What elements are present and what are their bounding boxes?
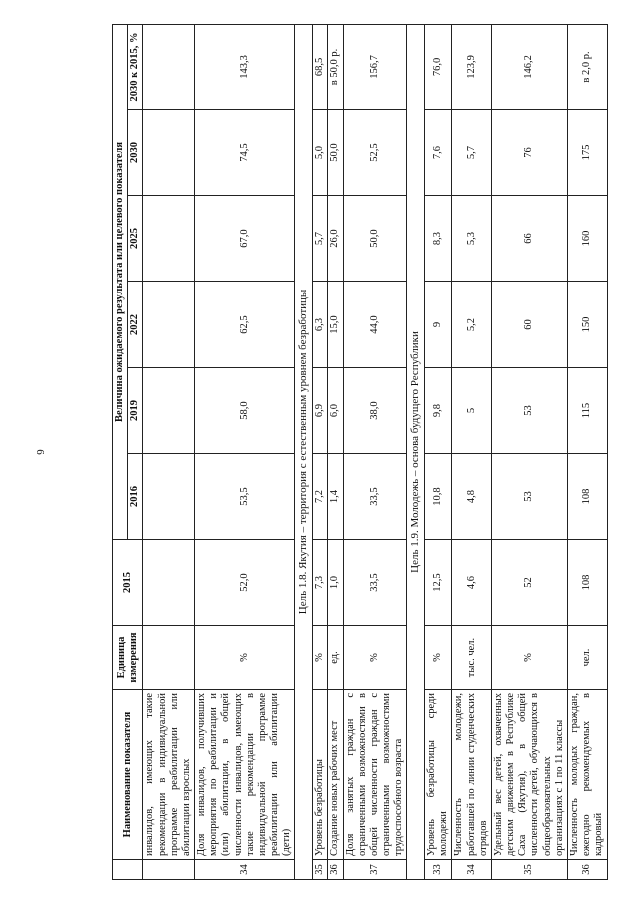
row-number: 34 [452,860,492,880]
header-year: 2016 [128,454,143,540]
value-cell: 6,9 [313,368,328,454]
value-cell [143,540,195,626]
value-cell: 5,7 [452,110,492,196]
row-number [143,860,195,880]
value-cell: 67,0 [195,196,295,282]
value-cell: 10,8 [425,454,452,540]
value-cell: 5,2 [452,282,492,368]
table-row [143,24,195,879]
value-cell: 156,7 [343,24,407,109]
value-cell [143,282,195,368]
page-number: 6 [34,449,46,455]
table-row [491,24,567,879]
value-cell: 74,5 [195,110,295,196]
table-body [143,24,607,879]
value-cell: 12,5 [425,540,452,626]
value-cell: 6,3 [313,282,328,368]
value-cell: 1,4 [328,454,343,540]
header-year: 2025 [128,196,143,282]
value-cell: 8,3 [425,196,452,282]
value-cell: 4,6 [452,540,492,626]
value-cell: 50,0 [328,110,343,196]
goal-title: Цель 1.8. Якутия – территория с естественным уровнем безработицы [295,24,313,879]
indicator-name: Создание новых рабочих мест [328,690,343,860]
row-number: 36 [568,860,608,880]
value-cell: 38,0 [343,368,407,454]
value-cell: 58,0 [195,368,295,454]
value-cell: 68,5 [313,24,328,109]
indicator-table [112,24,608,880]
table-row [452,24,492,879]
table-header [113,24,143,879]
goal-title: Цель 1.9. Молодежь – основа будущего Республики [407,24,425,879]
goal-row [295,24,313,879]
value-cell: 5,0 [313,110,328,196]
value-cell: 123,9 [452,24,492,109]
value-cell: 44,0 [343,282,407,368]
header-name: Наименование показателя [113,690,143,860]
value-cell: 53,5 [195,454,295,540]
value-cell: 143,3 [195,24,295,109]
header-base-year: 2015 [113,540,143,626]
value-cell: 108 [568,540,608,626]
indicator-name: Доля инвалидов, получивших мероприятия по реабилитации и (или) абилитации, в общей численности инвалидов, имеющих такие рекомендации в индивидуальной программе реабилитации или абилитации (дети) [195,690,295,860]
row-number: 37 [343,860,407,880]
goal-row [407,24,425,879]
unit-cell: % [343,626,407,690]
unit-cell: ед. [328,626,343,690]
unit-cell: тыс. чел. [452,626,492,690]
value-cell: 60 [491,282,567,368]
unit-cell [143,626,195,690]
value-cell: 1,0 [328,540,343,626]
header-num [113,860,143,880]
row-number: 34 [195,860,295,880]
value-cell: 5,3 [452,196,492,282]
value-cell: 52,0 [195,540,295,626]
indicator-name: Доля занятых граждан с ограниченными возможностями в общей численности граждан с ограниченными возможностями трудоспособного возраста [343,690,407,860]
table-row [343,24,407,879]
value-cell: 53 [491,454,567,540]
value-cell: 7,2 [313,454,328,540]
value-cell: 4,8 [452,454,492,540]
value-cell: 76 [491,110,567,196]
value-cell: 115 [568,368,608,454]
value-cell: в 2,0 р. [568,24,608,109]
value-cell [143,110,195,196]
value-cell: 52 [491,540,567,626]
header-year: 2030 [128,110,143,196]
value-cell [143,196,195,282]
indicator-name: Удельный вес детей, охваченных детским движением в Республике Саха (Якутия), в общей численности детей, обучающихся в общеобразовательных организациях с 1 по 11 классы [491,690,567,860]
indicator-name: Численность молодежи, работавшей по линии студенческих отрядов [452,690,492,860]
row-number: 35 [491,860,567,880]
header-expected: Величина ожидаемого результата или целевого показателя [113,24,128,539]
value-cell: 9,8 [425,368,452,454]
value-cell: 66 [491,196,567,282]
row-number: 35 [313,860,328,880]
unit-cell: % [195,626,295,690]
value-cell: 15,0 [328,282,343,368]
value-cell: 5,7 [313,196,328,282]
table-row [195,24,295,879]
value-cell: 33,5 [343,454,407,540]
row-number: 36 [328,860,343,880]
rotated-sheet [112,25,627,880]
value-cell: 76,0 [425,24,452,109]
table-row [313,24,328,879]
header-ratio: 2030 к 2015, % [128,24,143,109]
indicator-name: Уровень безработицы среди молодежи [425,690,452,860]
value-cell: 108 [568,454,608,540]
value-cell: 33,5 [343,540,407,626]
value-cell: 52,5 [343,110,407,196]
unit-cell: чел. [568,626,608,690]
unit-cell: % [491,626,567,690]
value-cell: 175 [568,110,608,196]
table-row [328,24,343,879]
value-cell: 50,0 [343,196,407,282]
value-cell: 5 [452,368,492,454]
value-cell: в 50,0 р. [328,24,343,109]
value-cell: 62,5 [195,282,295,368]
value-cell: 160 [568,196,608,282]
value-cell: 6,0 [328,368,343,454]
header-year: 2022 [128,282,143,368]
table-row [425,24,452,879]
value-cell: 146,2 [491,24,567,109]
unit-cell: % [425,626,452,690]
value-cell [143,368,195,454]
indicator-name: инвалидов, имеющих такие рекомендации в индивидуальной программе реабилитации или абилитации взрослых [143,690,195,860]
indicator-name: Численность молодых граждан, ежегодно рекомендуемых в кадровый [568,690,608,860]
table-row [568,24,608,879]
header-year: 2019 [128,368,143,454]
value-cell: 9 [425,282,452,368]
header-unit: Единица измерения [113,626,143,690]
row-number: 33 [425,860,452,880]
unit-cell: % [313,626,328,690]
value-cell: 26,0 [328,196,343,282]
value-cell: 7,3 [313,540,328,626]
value-cell: 7,6 [425,110,452,196]
value-cell [143,24,195,109]
value-cell: 53 [491,368,567,454]
value-cell: 150 [568,282,608,368]
indicator-name: Уровень безработицы [313,690,328,860]
value-cell [143,454,195,540]
